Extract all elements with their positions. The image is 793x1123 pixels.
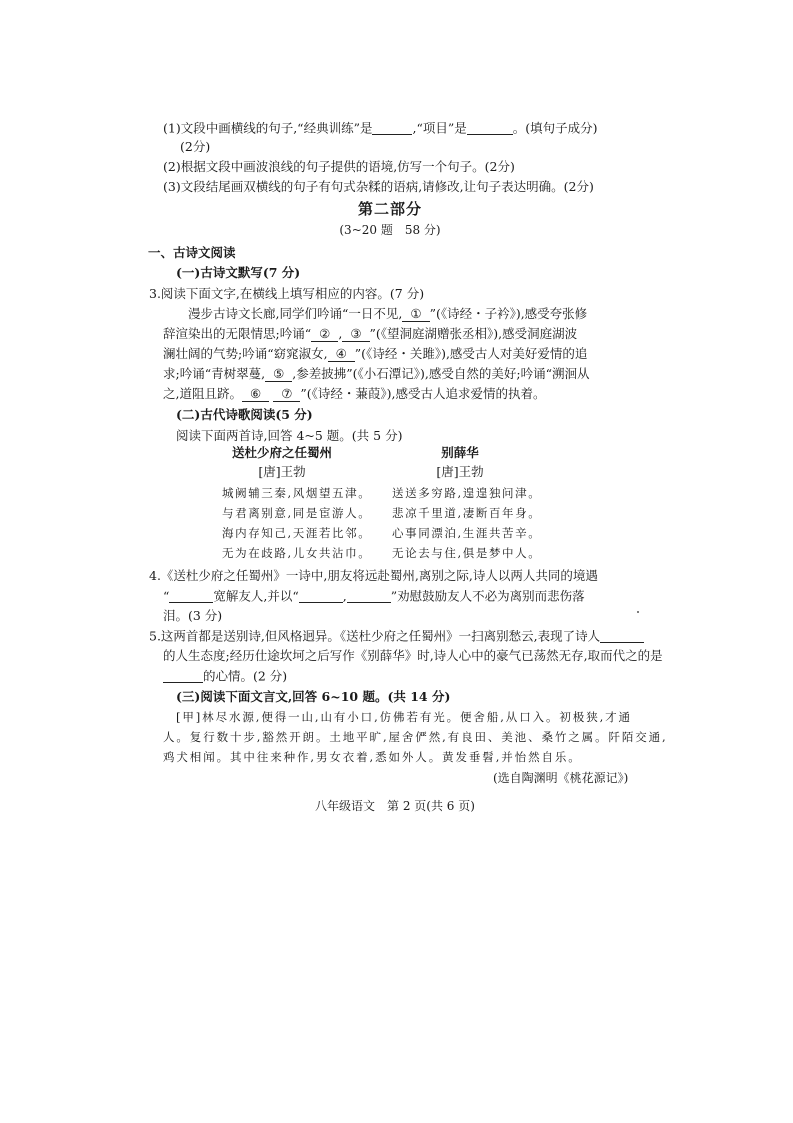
q3-text: , <box>338 326 343 341</box>
passage-line: [甲]林尽水源,便得一山,山有小口,仿佛若有光。便舍船,从口入。初极狭,才通 <box>176 710 632 724</box>
q3-text: ”(《诗经・子衿》),感受夸张修 <box>429 306 588 321</box>
q3-line-4 <box>163 368 590 382</box>
q4-text: ”劝慰鼓励友人不必为离别而悲伤落 <box>390 588 585 604</box>
part2-title: 第二部分 <box>357 200 422 218</box>
q3-text: ,参差披拂”(《小石潭记》),感受自然的美好;吟诵“溯洄从 <box>292 366 590 381</box>
q3-line-5 <box>163 388 546 402</box>
poem1-author: [唐]王勃 <box>258 464 306 479</box>
q3-line-2 <box>163 328 577 342</box>
poems-intro: 阅读下面两首诗,回答 4~5 题。(共 5 分) <box>176 428 403 443</box>
q5-line-2: 的人生态度;经历仕途坎坷之后写作《别薛华》时,诗人心中的豪气已荡然无存,取而代之的是 <box>163 648 663 663</box>
q4-text: 宽解友人,并以“ <box>213 588 299 604</box>
q3-intro: 3.阅读下面文字,在横线上填写相应的内容。(7 分) <box>149 286 425 301</box>
q1-sub1-text-a: (1)文段中画横线的句子,“经典训练”是 <box>163 120 373 136</box>
q3-line-3 <box>163 348 587 362</box>
q4-text: , <box>342 588 347 604</box>
answer-blank[interactable] <box>163 670 203 683</box>
q3-text: ”(《诗经・蒹葭》),感受古人追求爱情的执着。 <box>300 386 546 401</box>
part2-subtitle: (3~20 题 58 分) <box>339 223 441 237</box>
q1-sub1-text-b: ,“项目”是 <box>412 120 467 136</box>
scan-speck <box>637 611 639 613</box>
q4-line-1: 4.《送杜少府之任蜀州》一诗中,朋友将远赴蜀州,离别之际,诗人以两人共同的境遇 <box>149 568 598 583</box>
passage-line: 人。复行数十步,豁然开朗。土地平旷,屋舍俨然,有良田、美池、桑竹之属。阡陌交通, <box>163 730 668 744</box>
poem1-line: 海内存知己,天涯若比邻。 <box>222 526 372 540</box>
q5-text: 5.这两首都是送别诗,但风格迥异。《送杜少府之任蜀州》一扫离别愁云,表现了诗人 <box>149 628 601 644</box>
answer-blank[interactable] <box>169 590 213 603</box>
q4-text: “ <box>163 588 170 604</box>
q5-line-1 <box>149 630 644 643</box>
fill-blank[interactable]: ① <box>402 308 429 322</box>
fill-blank[interactable]: ⑦ <box>273 388 300 402</box>
fill-blank[interactable]: ⑤ <box>265 368 292 382</box>
q1-sub1-text-c: 。(填句子成分) <box>512 120 598 136</box>
q3-text: 澜壮阔的气势;吟诵“窈窕淑女, <box>163 346 328 361</box>
poem2-line: 送送多穷路,遑遑独问津。 <box>392 486 542 500</box>
answer-blank[interactable] <box>467 122 513 135</box>
subsection-heading: (二)古代诗歌阅读(5 分) <box>176 407 313 422</box>
poem1-line: 与君离别意,同是宦游人。 <box>222 506 372 520</box>
passage-source: (选自陶渊明《桃花源记》) <box>493 771 629 785</box>
poem2-title: 别薛华 <box>441 445 479 460</box>
q3-text: ”(《诗经・关雎》),感受古人对美好爱情的追 <box>354 346 588 361</box>
poem2-line: 悲凉千里道,凄断百年身。 <box>392 506 542 520</box>
fill-blank[interactable]: ④ <box>328 348 355 362</box>
poem2-line: 无论去与住,俱是梦中人。 <box>392 546 542 560</box>
q3-text: ”(《望洞庭湖赠张丞相》),感受洞庭湖波 <box>369 326 578 341</box>
q3-line-1 <box>188 308 587 322</box>
answer-blank[interactable] <box>299 590 343 603</box>
poem2-line: 心事同漂泊,生涯共苦辛。 <box>392 526 542 540</box>
subsection-heading: (一)古诗文默写(7 分) <box>176 265 301 280</box>
q3-text: 辞渲染出的无限情思;吟诵“ <box>163 326 312 341</box>
fill-blank[interactable]: ② <box>311 328 338 342</box>
poem1-line: 无为在歧路,儿女共沾巾。 <box>222 546 372 560</box>
answer-blank[interactable] <box>372 122 412 135</box>
q5-line-3 <box>163 670 287 683</box>
answer-blank[interactable] <box>600 630 644 643</box>
poem1-line: 城阙辅三秦,风烟望五津。 <box>222 486 372 500</box>
q1-sub2: (2)根据文段中画波浪线的句子提供的语境,仿写一个句子。(2分) <box>163 159 515 174</box>
q1-sub1-line <box>163 122 598 135</box>
poem1-title: 送杜少府之任蜀州 <box>231 445 332 460</box>
q3-text: 漫步古诗文长廊,同学们吟诵“一日不见, <box>188 306 403 321</box>
q3-text: 之,道阻且跻。 <box>163 386 242 401</box>
q4-line-3: 泪。(3 分) <box>163 608 223 623</box>
q5-text: 的心情。(2 分) <box>203 668 288 684</box>
fill-blank[interactable]: ③ <box>342 328 369 342</box>
q4-line-2 <box>163 590 585 603</box>
poem2-author: [唐]王勃 <box>436 464 484 479</box>
page-footer: 八年级语文 第 2 页(共 6 页) <box>315 799 475 813</box>
q1-sub3: (3)文段结尾画双横线的句子有句式杂糅的语病,请修改,让句子表达明确。(2分) <box>163 179 594 194</box>
q1-sub1-score: (2分) <box>180 139 211 154</box>
passage-line: 鸡犬相闻。其中往来种作,男女衣着,悉如外人。黄发垂髫,并怡然自乐。 <box>163 750 582 764</box>
subsection-heading: (三)阅读下面文言文,回答 6~10 题。(共 14 分) <box>176 689 451 704</box>
answer-blank[interactable] <box>347 590 391 603</box>
section-heading: 一、古诗文阅读 <box>148 245 236 260</box>
q3-text: 求;吟诵“青树翠蔓, <box>163 366 266 381</box>
fill-blank[interactable]: ⑥ <box>242 388 269 402</box>
